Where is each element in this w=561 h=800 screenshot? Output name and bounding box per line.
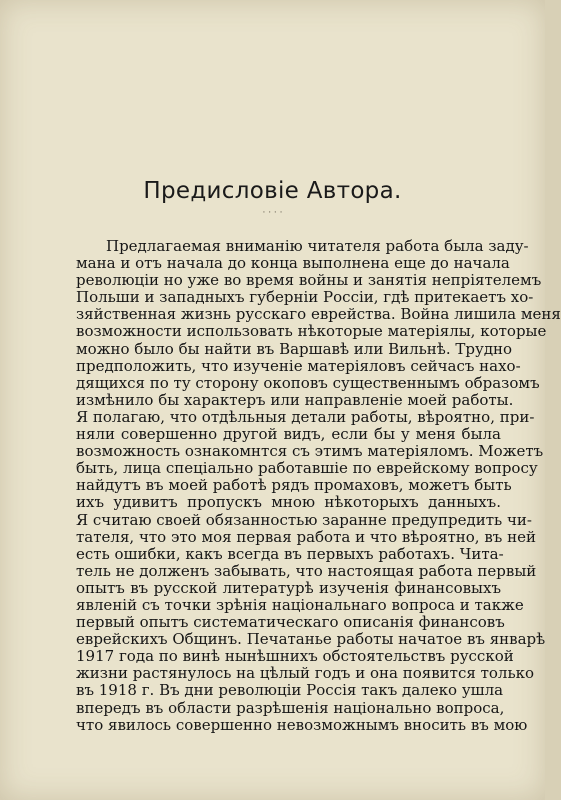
text-line: первый опытъ систематическаго описанія финансовъ	[76, 613, 505, 632]
text-line: предположить, что изученіе матеріяловъ сейчасъ нахо-	[76, 356, 521, 375]
text-line: Предлагаемая вниманію читателя работа была заду-	[106, 237, 529, 255]
text-line: мана и отъ начала до конца выполнена еще до начала	[76, 254, 510, 273]
text-line: жизни растянулось на цѣлый годъ и она появится только	[76, 664, 535, 683]
text-line: быть, лица спеціально работавшіе по еврейскому вопросу	[76, 459, 538, 478]
text-line: можно было бы найти въ Варшавѣ или Вильнѣ. Трудно	[76, 339, 513, 358]
text-line: Я считаю своей обязанностью заранне предупредить чи-	[76, 510, 532, 529]
text-line: революціи но уже во время войны и занятія непріятелемъ	[76, 271, 542, 290]
text-line: ихъ удивитъ пропускъ мною нѣкоторыхъ данныхъ.	[76, 493, 501, 512]
title-ornament: · · · ·	[262, 208, 283, 218]
page-title: Предисловіе Автора.	[143, 178, 402, 204]
text-line: явленій съ точки зрѣнія національнаго вопроса и также	[76, 595, 524, 614]
text-line: Польши и западныхъ губерніи Россіи, гдѣ притекаетъ хо-	[76, 288, 534, 307]
text-line: что явилось совершенно невозможнымъ вносить въ мою	[76, 715, 528, 734]
text-line: измѣнило бы характеръ или направленіе моей работы.	[76, 390, 514, 409]
text-line: тателя, что это моя первая работа и что вѣроятно, въ ней	[76, 527, 536, 546]
text-line: есть ошибки, какъ всегда въ первыхъ работахъ. Чита-	[76, 544, 504, 563]
text-line: зяйственная жизнь русскаго еврейства. Война лишила меня	[76, 305, 561, 324]
text-line: Я полагаю, что отдѣльныя детали работы, вѣроятно, при-	[76, 407, 535, 426]
text-line: найдутъ въ моей работѣ рядъ промаховъ, можетъ быть	[76, 476, 512, 495]
text-line: няли совершенно другой видъ, если бы у меня была	[76, 425, 501, 444]
text-line: тель не долженъ забывать, что настоящая работа первый	[76, 561, 537, 580]
text-line: въ 1918 г. Въ дни революціи Россія такъ далеко ушла	[76, 681, 504, 700]
text-line: еврейскихъ Общинъ. Печатанье работы начатое въ январѣ	[76, 630, 546, 649]
text-line: дящихся по ту сторону окоповъ существеннымъ образомъ	[76, 373, 540, 392]
text-line: опытъ въ русской литературѣ изученія финансовыхъ	[76, 578, 501, 597]
text-line: возможность ознакомнтся съ этимъ матеріяломъ. Можетъ	[76, 442, 544, 461]
preface-text	[76, 237, 561, 734]
text-line: 1917 года по винѣ нынѣшнихъ обстоятельствъ русской	[76, 647, 514, 666]
text-line: возможности использовать нѣкоторые матеріялы, которые	[76, 322, 547, 341]
text-line: впередъ въ области разрѣшенія національно вопроса,	[76, 698, 505, 717]
